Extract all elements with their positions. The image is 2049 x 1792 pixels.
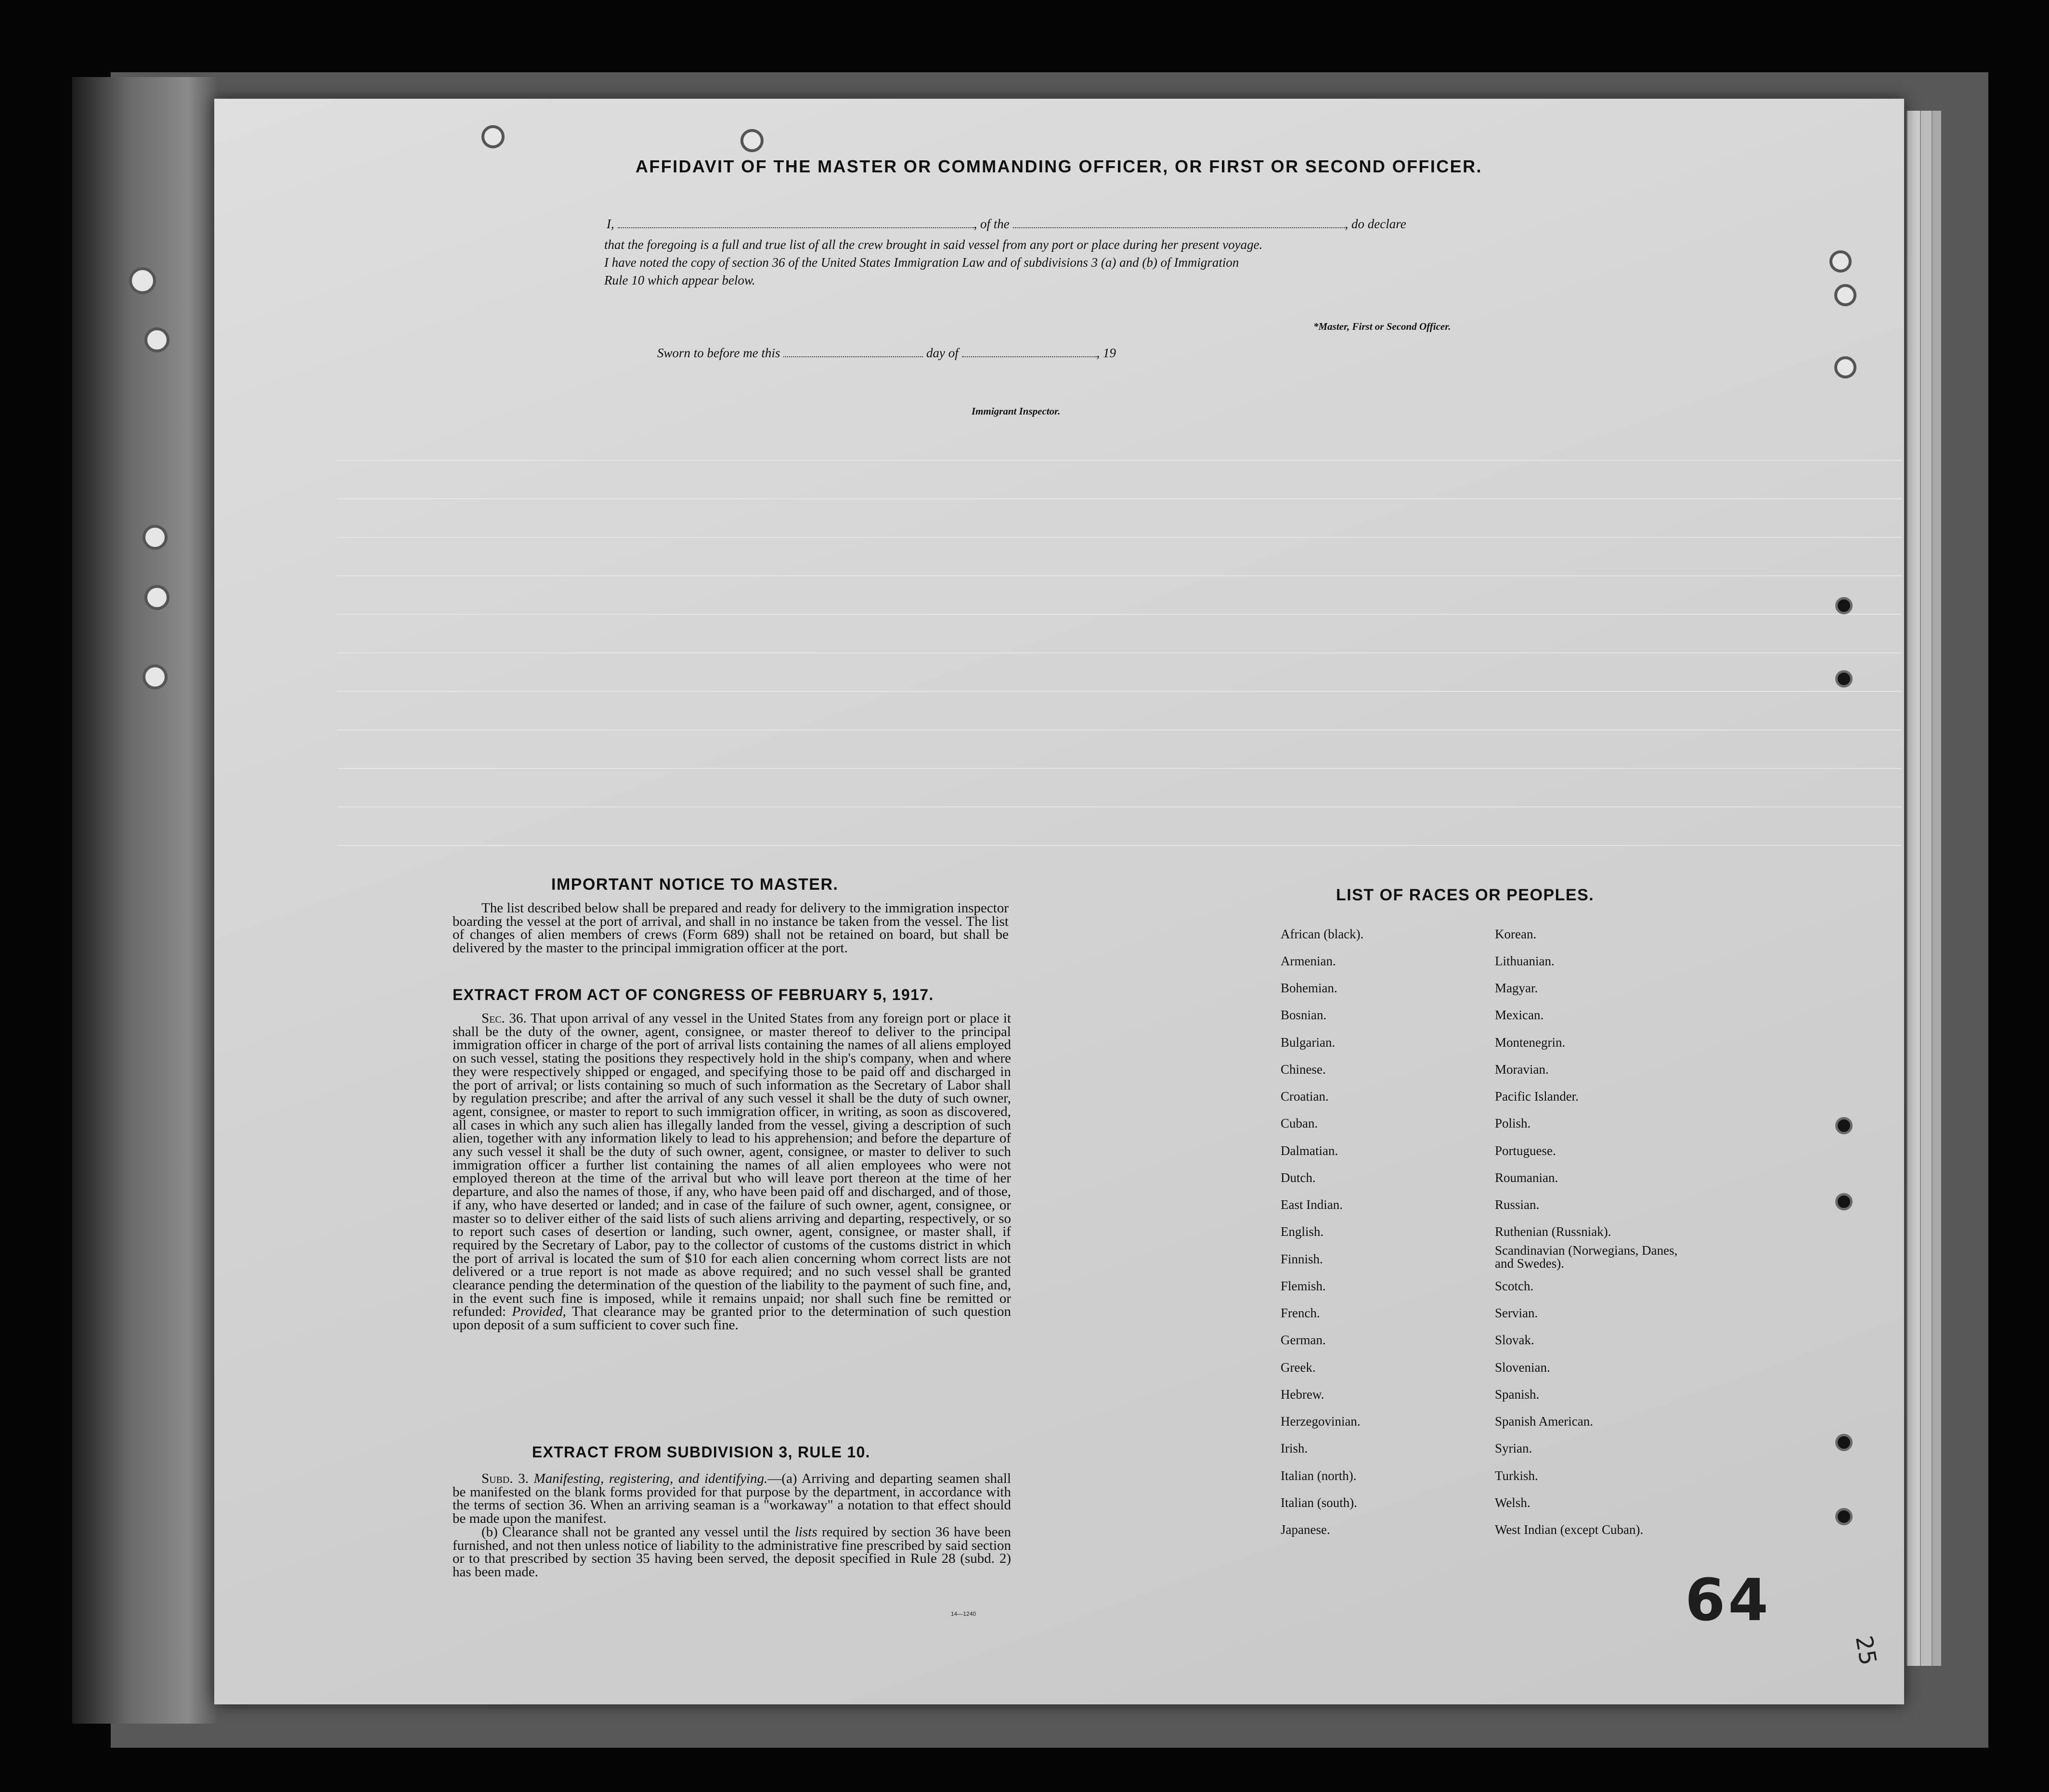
- race-item: Scotch.: [1495, 1279, 1534, 1293]
- sworn-day-blank[interactable]: [783, 356, 923, 357]
- race-item: Dalmatian.: [1281, 1143, 1338, 1158]
- race-item: Welsh.: [1495, 1495, 1530, 1510]
- ledger-rule: [337, 537, 1902, 538]
- page-edge: [1920, 111, 1932, 1666]
- affidavit-line-3: I have noted the copy of section 36 of the United States Immigration Law and of subdivisions 3 (a) and (b) of Immigration: [604, 255, 1239, 270]
- sheet-number-stamp: 64: [1685, 1567, 1771, 1634]
- rule-extract-body: [453, 1472, 1011, 1579]
- race-item: Herzegovinian.: [1281, 1414, 1361, 1428]
- binder-hole: [144, 585, 169, 610]
- page-edge: [1932, 111, 1941, 1666]
- race-item: Polish.: [1495, 1116, 1531, 1130]
- race-item: Scandinavian (Norwegians, Danes, and Swedes).: [1495, 1243, 1678, 1271]
- race-item: Portuguese.: [1495, 1143, 1556, 1158]
- sworn-month-blank[interactable]: [962, 356, 1097, 357]
- master-name-blank[interactable]: [618, 227, 974, 228]
- race-item: Hebrew.: [1281, 1387, 1324, 1402]
- vessel-name-blank[interactable]: [1013, 227, 1345, 228]
- section-36-body: That upon arrival of any vessel in the United States from any foreign port or place it shall be the duty of the owner, agent, consignee, or master thereof to deliver to the principal immigration officer in charge of the port of arrival lists containing the names of all aliens employed on such vessel, stating the positions they respectively hold in the ship's company, when and where they were respectively shipped or engaged, and specifying those to be paid off and discharged in the port of arrival; or lists containing so much of such information as the Secretary of Labor shall by regulation prescribe; and after the arrival of any such vessel it shall be the duty of such owner, agent, consignee, or master to report to such immigration officer, in writing, as soon as discovered, all cases in which any such alien has illegally landed from the vessel, giving a description of such alien, together with any information likely to lead to his apprehension; and before the departure of any such vessel it shall be the duty of such owner, agent, consignee, or master to deliver to such immigration officer a further list containing the names of all alien employees who were not employed thereon at the time of the arrival but who will leave port thereon at the time of her departure, and also the names of those, if any, who have been paid off and discharged, and of those, if any, who have deserted or landed; and in case of the failure of such owner, agent, consignee, or master so to deliver either of the said lists of such aliens arriving and departing, respectively, or so to report such cases of desertion or landing, such owner, agent, consignee, or master shall, if required by the Secretary of Labor, pay to the collector of customs of the customs district in which the port of arrival is located the sum of $10 for each alien concerning whom correct lists are not delivered or a true report is not made as above required; and no such vessel shall be granted clearance pending the determination of the question of the liability to the payment of such fine, and, in the event such fine is imposed, while it remains unpaid; nor shall such fine be remitted or refunded:: [453, 1011, 1011, 1320]
- race-item: East Indian.: [1281, 1197, 1343, 1212]
- affidavit-title: AFFIDAVIT OF THE MASTER OR COMMANDING OFFICER, OR FIRST OR SECOND OFFICER.: [635, 156, 1482, 176]
- race-item: Dutch.: [1281, 1170, 1316, 1185]
- binder-hole: [129, 267, 156, 294]
- inspector-label: Immigrant Inspector.: [972, 405, 1061, 417]
- notice-body: [453, 902, 1009, 955]
- race-item: English.: [1281, 1224, 1324, 1239]
- punch-hole: [1834, 284, 1856, 306]
- punch-hole: [1835, 1117, 1853, 1134]
- section-36-end: That clearance may be granted prior to the determination of such question upon deposit of a sum sufficient to cover such fine.: [453, 1304, 1011, 1333]
- subd-b-text: [453, 1526, 1011, 1579]
- notice-title: IMPORTANT NOTICE TO MASTER.: [551, 875, 839, 894]
- punch-hole: [481, 125, 505, 148]
- punch-hole: [740, 129, 764, 152]
- lists-word: lists: [794, 1524, 817, 1540]
- affidavit-line-1: [607, 217, 1406, 232]
- subd-b-start: (b) Clearance shall not be granted any vessel until the: [481, 1524, 791, 1540]
- binder-hole: [144, 327, 169, 352]
- race-item: Roumanian.: [1495, 1170, 1558, 1185]
- race-item: Montenegrin.: [1495, 1035, 1566, 1050]
- punch-hole: [1835, 1434, 1853, 1451]
- act-extract-title: EXTRACT FROM ACT OF CONGRESS OF FEBRUARY 5, 1917.: [453, 986, 934, 1003]
- affidavit-line-4: Rule 10 which appear below.: [604, 273, 755, 287]
- race-item: Bohemian.: [1281, 981, 1337, 995]
- subd-a-text: [453, 1472, 1011, 1526]
- affidavit-line-2: that the foregoing is a full and true list of all the crew brought in said vessel from any port or place during her present voyage.: [604, 237, 1263, 252]
- race-item: Armenian.: [1281, 954, 1336, 968]
- ledger-rule: [337, 845, 1902, 846]
- punch-hole: [1835, 670, 1853, 688]
- race-item: Cuban.: [1281, 1116, 1318, 1130]
- ledger-rule: [337, 614, 1902, 615]
- section-36-text: [453, 1012, 1011, 1332]
- race-item: Pacific Islander.: [1495, 1089, 1579, 1104]
- race-item: Ruthenian (Russniak).: [1495, 1224, 1611, 1239]
- race-item: Greek.: [1281, 1360, 1316, 1375]
- affidavit-declare: , do declare: [1345, 217, 1406, 231]
- form-number: 14—1240: [951, 1610, 976, 1617]
- subd-label: Subd. 3.: [481, 1471, 529, 1486]
- ledger-rule: [337, 806, 1902, 807]
- notice-text: The list described below shall be prepared and ready for delivery to the immigration inspector boarding the vessel at the port of arrival, and shall in no instance be taken from the vessel. The list of changes of alien members of crews (Form 689) shall not be retained on board, but shall be delivered by the master to the principal immigration officer at the port.: [453, 900, 1009, 956]
- race-item: German.: [1281, 1333, 1326, 1347]
- race-item: Korean.: [1495, 927, 1537, 941]
- race-item: Irish.: [1281, 1441, 1308, 1455]
- race-item: Slovenian.: [1495, 1360, 1550, 1375]
- binder-hole: [143, 525, 168, 550]
- race-item: African (black).: [1281, 927, 1364, 941]
- ledger-rule: [337, 729, 1902, 730]
- race-item: Japanese.: [1281, 1522, 1330, 1537]
- sworn-text: Sworn to before me this: [657, 346, 780, 360]
- race-item: Syrian.: [1495, 1441, 1532, 1455]
- ledger-rule: [337, 652, 1902, 653]
- corner-number: 25: [1850, 1634, 1882, 1667]
- day-of-text: day of: [926, 346, 959, 360]
- affidavit-i: I,: [607, 217, 614, 231]
- subd-b-end: required by section 36 have been furnished, and not then unless notice of liability to the administrative fine prescribed by said section or to that prescribed by section 35 having been served, the deposit specified in Rule 28 (subd. 2) has been made.: [453, 1524, 1012, 1580]
- race-item: Flemish.: [1281, 1279, 1326, 1293]
- race-item: Magyar.: [1495, 981, 1538, 995]
- race-item: Croatian.: [1281, 1089, 1329, 1104]
- ledger-rule: [337, 691, 1902, 692]
- race-item: Servian.: [1495, 1306, 1538, 1320]
- punch-hole: [1829, 250, 1852, 273]
- ledger-rule: [337, 460, 1902, 461]
- punch-hole: [1835, 597, 1853, 614]
- sworn-line: [657, 346, 1116, 361]
- race-item: Lithuanian.: [1495, 954, 1555, 968]
- subd-heading: Manifesting, registering, and identifying.: [533, 1471, 768, 1486]
- race-item: Russian.: [1495, 1197, 1540, 1212]
- race-item: Mexican.: [1495, 1008, 1544, 1022]
- act-extract-body: [453, 1012, 1011, 1332]
- race-item: Italian (south).: [1281, 1495, 1357, 1510]
- ledger-rule: [337, 575, 1902, 576]
- rule-extract-title: EXTRACT FROM SUBDIVISION 3, RULE 10.: [532, 1443, 870, 1461]
- race-item: Slovak.: [1495, 1333, 1534, 1347]
- punch-hole: [1835, 1193, 1853, 1210]
- race-item: Moravian.: [1495, 1062, 1549, 1077]
- race-item: Finnish.: [1281, 1252, 1323, 1266]
- race-item: Turkish.: [1495, 1468, 1538, 1483]
- ledger-rule: [337, 768, 1902, 769]
- race-item: Chinese.: [1281, 1062, 1326, 1077]
- affidavit-of-the: , of the: [973, 217, 1010, 231]
- race-item: Bosnian.: [1281, 1008, 1327, 1022]
- race-item: West Indian (except Cuban).: [1495, 1522, 1644, 1537]
- master-signature-label: *Master, First or Second Officer.: [1313, 321, 1451, 332]
- race-item: Spanish American.: [1495, 1414, 1593, 1428]
- race-item: Bulgarian.: [1281, 1035, 1336, 1050]
- binder-hole: [143, 664, 168, 689]
- race-item: French.: [1281, 1306, 1320, 1320]
- subd-a-body: —(a) Arriving and departing seamen shall be manifested on the blank forms provided for that purpose by the department, in accordance with the terms of section 36. When an arriving seaman is a "workaway" a notation to that effect should be made upon the manifest.: [453, 1471, 1011, 1527]
- race-item: Spanish.: [1495, 1387, 1540, 1402]
- binder-edge: [72, 77, 217, 1724]
- punch-hole: [1834, 356, 1856, 378]
- provided-word: Provided,: [512, 1304, 566, 1320]
- ledger-rule: [337, 498, 1902, 499]
- page-edge: [1906, 111, 1920, 1666]
- races-title: LIST OF RACES OR PEOPLES.: [1336, 886, 1595, 904]
- year-text: , 19: [1096, 346, 1116, 360]
- race-item: Italian (north).: [1281, 1468, 1357, 1483]
- punch-hole: [1835, 1508, 1853, 1525]
- section-label: Sec. 36.: [481, 1011, 527, 1026]
